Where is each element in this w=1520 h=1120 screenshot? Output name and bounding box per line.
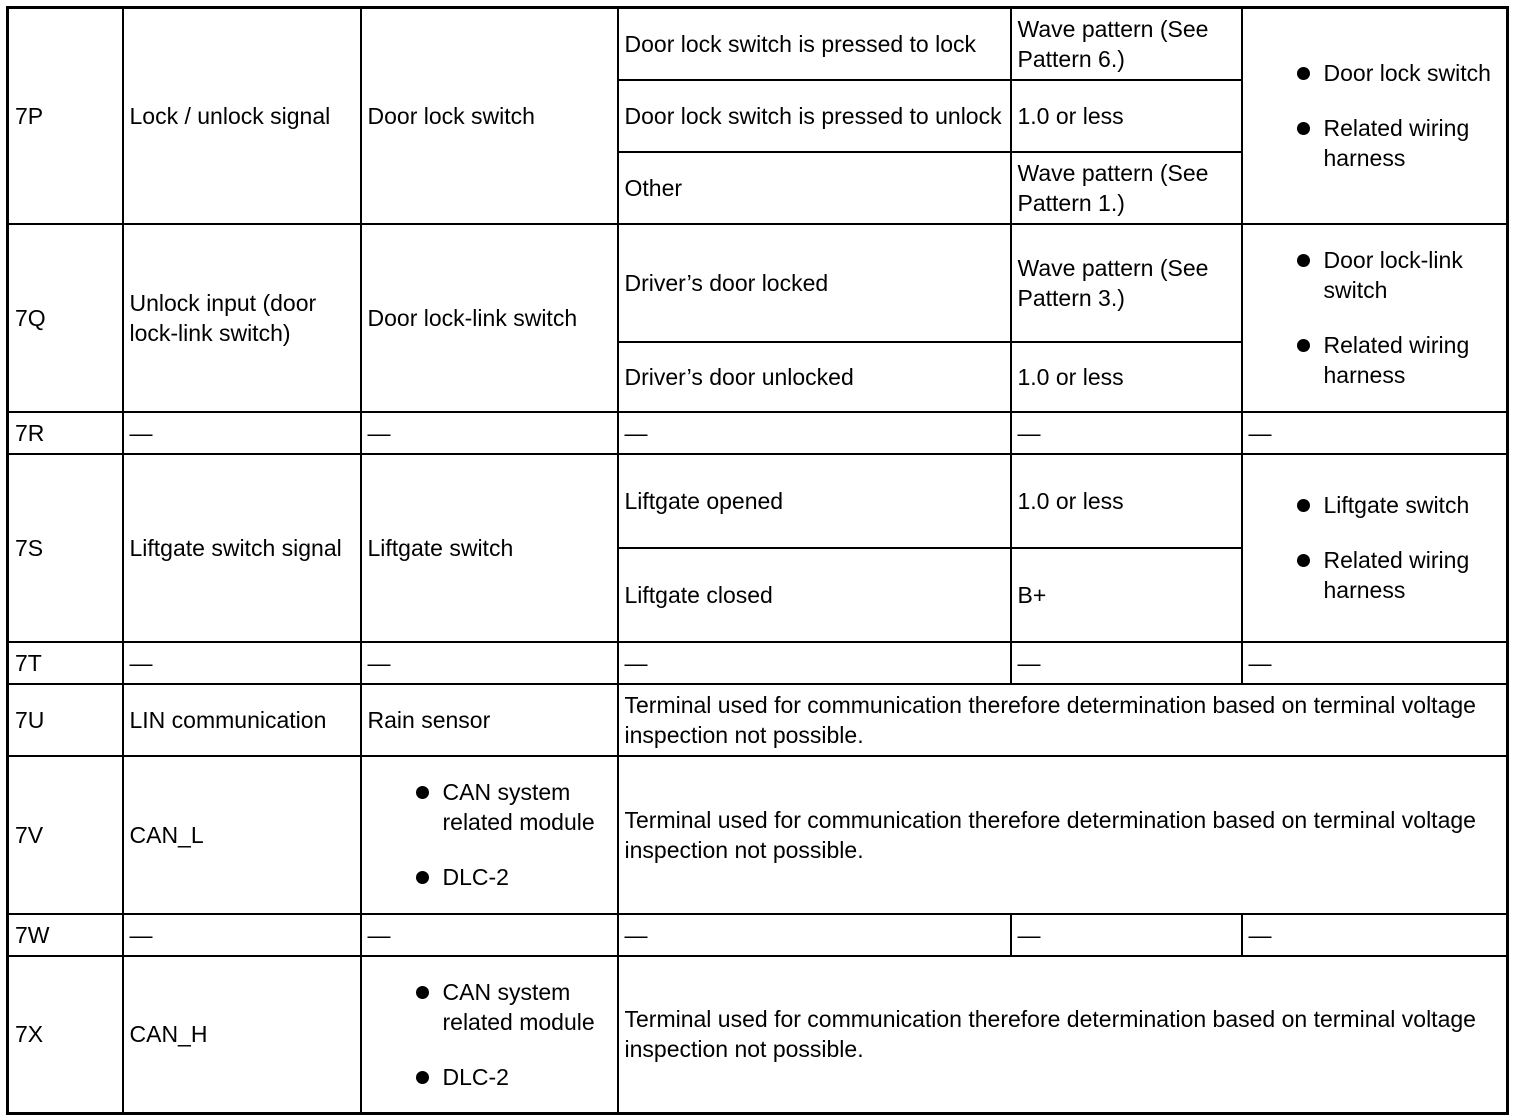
terminal-spec-table	[6, 6, 1509, 1115]
table-row	[8, 756, 1508, 914]
terminal-cell: 7V	[8, 756, 123, 914]
empty-cell: —	[361, 642, 618, 684]
list-item: Door lock switch	[1249, 58, 1501, 88]
empty-cell: —	[1011, 914, 1242, 956]
terminal-cell: 7Q	[8, 224, 123, 412]
connected-list	[368, 777, 611, 892]
connected-cell: Liftgate switch	[361, 454, 618, 642]
table-row	[8, 454, 1508, 548]
terminal-cell: 7R	[8, 412, 123, 454]
table-row	[8, 956, 1508, 1114]
signal-cell: LIN communication	[123, 684, 361, 756]
signal-cell: CAN_L	[123, 756, 361, 914]
terminal-cell: 7U	[8, 684, 123, 756]
condition-cell: Driver’s door unlocked	[618, 342, 1011, 412]
value-cell: B+	[1011, 548, 1242, 642]
empty-cell: —	[1011, 412, 1242, 454]
empty-cell: —	[1242, 914, 1508, 956]
table-row	[8, 224, 1508, 342]
terminal-cell: 7X	[8, 956, 123, 1114]
value-cell: Wave pattern (See Pattern 3.)	[1011, 224, 1242, 342]
terminal-cell: 7P	[8, 8, 123, 224]
list-item: CAN system related module	[368, 977, 611, 1037]
signal-cell: CAN_H	[123, 956, 361, 1114]
signal-cell: Liftgate switch signal	[123, 454, 361, 642]
connected-cell	[361, 956, 618, 1114]
list-item: CAN system related module	[368, 777, 611, 837]
empty-cell: —	[618, 412, 1011, 454]
table-row	[8, 8, 1508, 80]
table-row	[8, 914, 1508, 956]
terminal-cell: 7T	[8, 642, 123, 684]
value-cell: Wave pattern (See Pattern 1.)	[1011, 152, 1242, 224]
note-cell: Terminal used for communication therefore determination based on terminal voltage inspection not possible.	[618, 756, 1508, 914]
connected-cell: Door lock-link switch	[361, 224, 618, 412]
list-item: DLC-2	[368, 1062, 611, 1092]
empty-cell: —	[618, 914, 1011, 956]
empty-cell: —	[1242, 412, 1508, 454]
table-row	[8, 412, 1508, 454]
note-cell: Terminal used for communication therefore determination based on terminal voltage inspection not possible.	[618, 684, 1508, 756]
value-cell: 1.0 or less	[1011, 454, 1242, 548]
list-item: Related wiring harness	[1249, 113, 1501, 173]
list-item: Related wiring harness	[1249, 545, 1501, 605]
list-item: DLC-2	[368, 862, 611, 892]
value-cell: 1.0 or less	[1011, 80, 1242, 152]
note-cell: Terminal used for communication therefore determination based on terminal voltage inspection not possible.	[618, 956, 1508, 1114]
inspection-list	[1249, 58, 1501, 173]
connected-cell	[361, 756, 618, 914]
empty-cell: —	[361, 914, 618, 956]
condition-cell: Driver’s door locked	[618, 224, 1011, 342]
inspection-cell	[1242, 8, 1508, 224]
inspection-cell	[1242, 454, 1508, 642]
terminal-cell: 7S	[8, 454, 123, 642]
condition-cell: Liftgate closed	[618, 548, 1011, 642]
empty-cell: —	[123, 412, 361, 454]
condition-cell: Other	[618, 152, 1011, 224]
empty-cell: —	[1011, 642, 1242, 684]
empty-cell: —	[123, 914, 361, 956]
list-item: Related wiring harness	[1249, 330, 1501, 390]
signal-cell: Unlock input (door lock-link switch)	[123, 224, 361, 412]
list-item: Door lock-link switch	[1249, 245, 1501, 305]
value-cell: Wave pattern (See Pattern 6.)	[1011, 8, 1242, 80]
empty-cell: —	[123, 642, 361, 684]
connected-cell: Rain sensor	[361, 684, 618, 756]
empty-cell: —	[361, 412, 618, 454]
inspection-cell	[1242, 224, 1508, 412]
connected-list	[368, 977, 611, 1092]
condition-cell: Liftgate opened	[618, 454, 1011, 548]
list-item: Liftgate switch	[1249, 490, 1501, 520]
value-cell: 1.0 or less	[1011, 342, 1242, 412]
table-row	[8, 642, 1508, 684]
condition-cell: Door lock switch is pressed to unlock	[618, 80, 1011, 152]
inspection-list	[1249, 245, 1501, 390]
inspection-list	[1249, 490, 1501, 605]
condition-cell: Door lock switch is pressed to lock	[618, 8, 1011, 80]
empty-cell: —	[1242, 642, 1508, 684]
signal-cell: Lock / unlock signal	[123, 8, 361, 224]
terminal-cell: 7W	[8, 914, 123, 956]
connected-cell: Door lock switch	[361, 8, 618, 224]
table-row	[8, 684, 1508, 756]
empty-cell: —	[618, 642, 1011, 684]
